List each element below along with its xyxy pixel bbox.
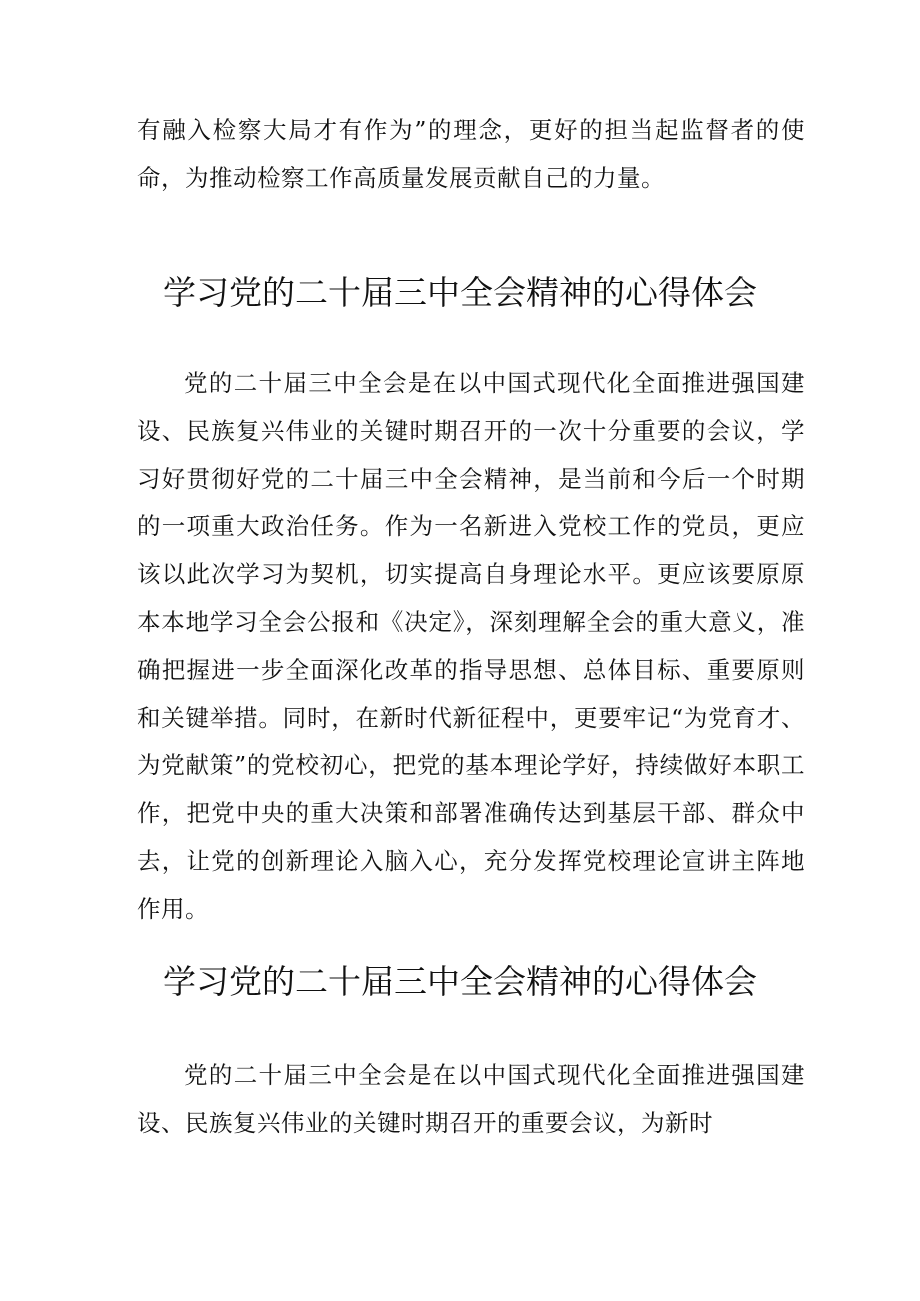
section-paragraph-2: 党的二十届三中全会是在以中国式现代化全面推进强国建设、民族复兴伟业的关键时期召开的重要会议，为新时: [137, 1061, 805, 1137]
paragraph-continued: 有融入检察大局才有作为”的理念，更好的担当起监督者的使命，为推动检察工作高质量发展贡献自己的力量。: [137, 116, 805, 192]
section-heading-1: 学习党的二十届三中全会精神的心得体会: [163, 273, 757, 312]
section-heading-2: 学习党的二十届三中全会精神的心得体会: [163, 962, 757, 1001]
section-paragraph-1: 党的二十届三中全会是在以中国式现代化全面推进强国建设、民族复兴伟业的关键时期召开的一次十分重要的会议，学习好贯彻好党的二十届三中全会精神，是当前和今后一个时期的一项重大政治任务。作为一名新进入党校工作的党员，更应该以此次学习为契机，切实提高自身理论水平。更应该要原原本本地学习全会公报和《决定》，深刻理解全会的重大意义，准确把握进一步全面深化改革的指导思想、总体目标、重要原则和关键举措。同时，在新时代新征程中，更要牢记“为党育才、为党献策”的党校初心，把党的基本理论学好，持续做好本职工作，把党中央的重大决策和部署准确传达到基层干部、群众中去，让党的创新理论入脑入心，充分发挥党校理论宣讲主阵地作用。: [137, 369, 805, 923]
